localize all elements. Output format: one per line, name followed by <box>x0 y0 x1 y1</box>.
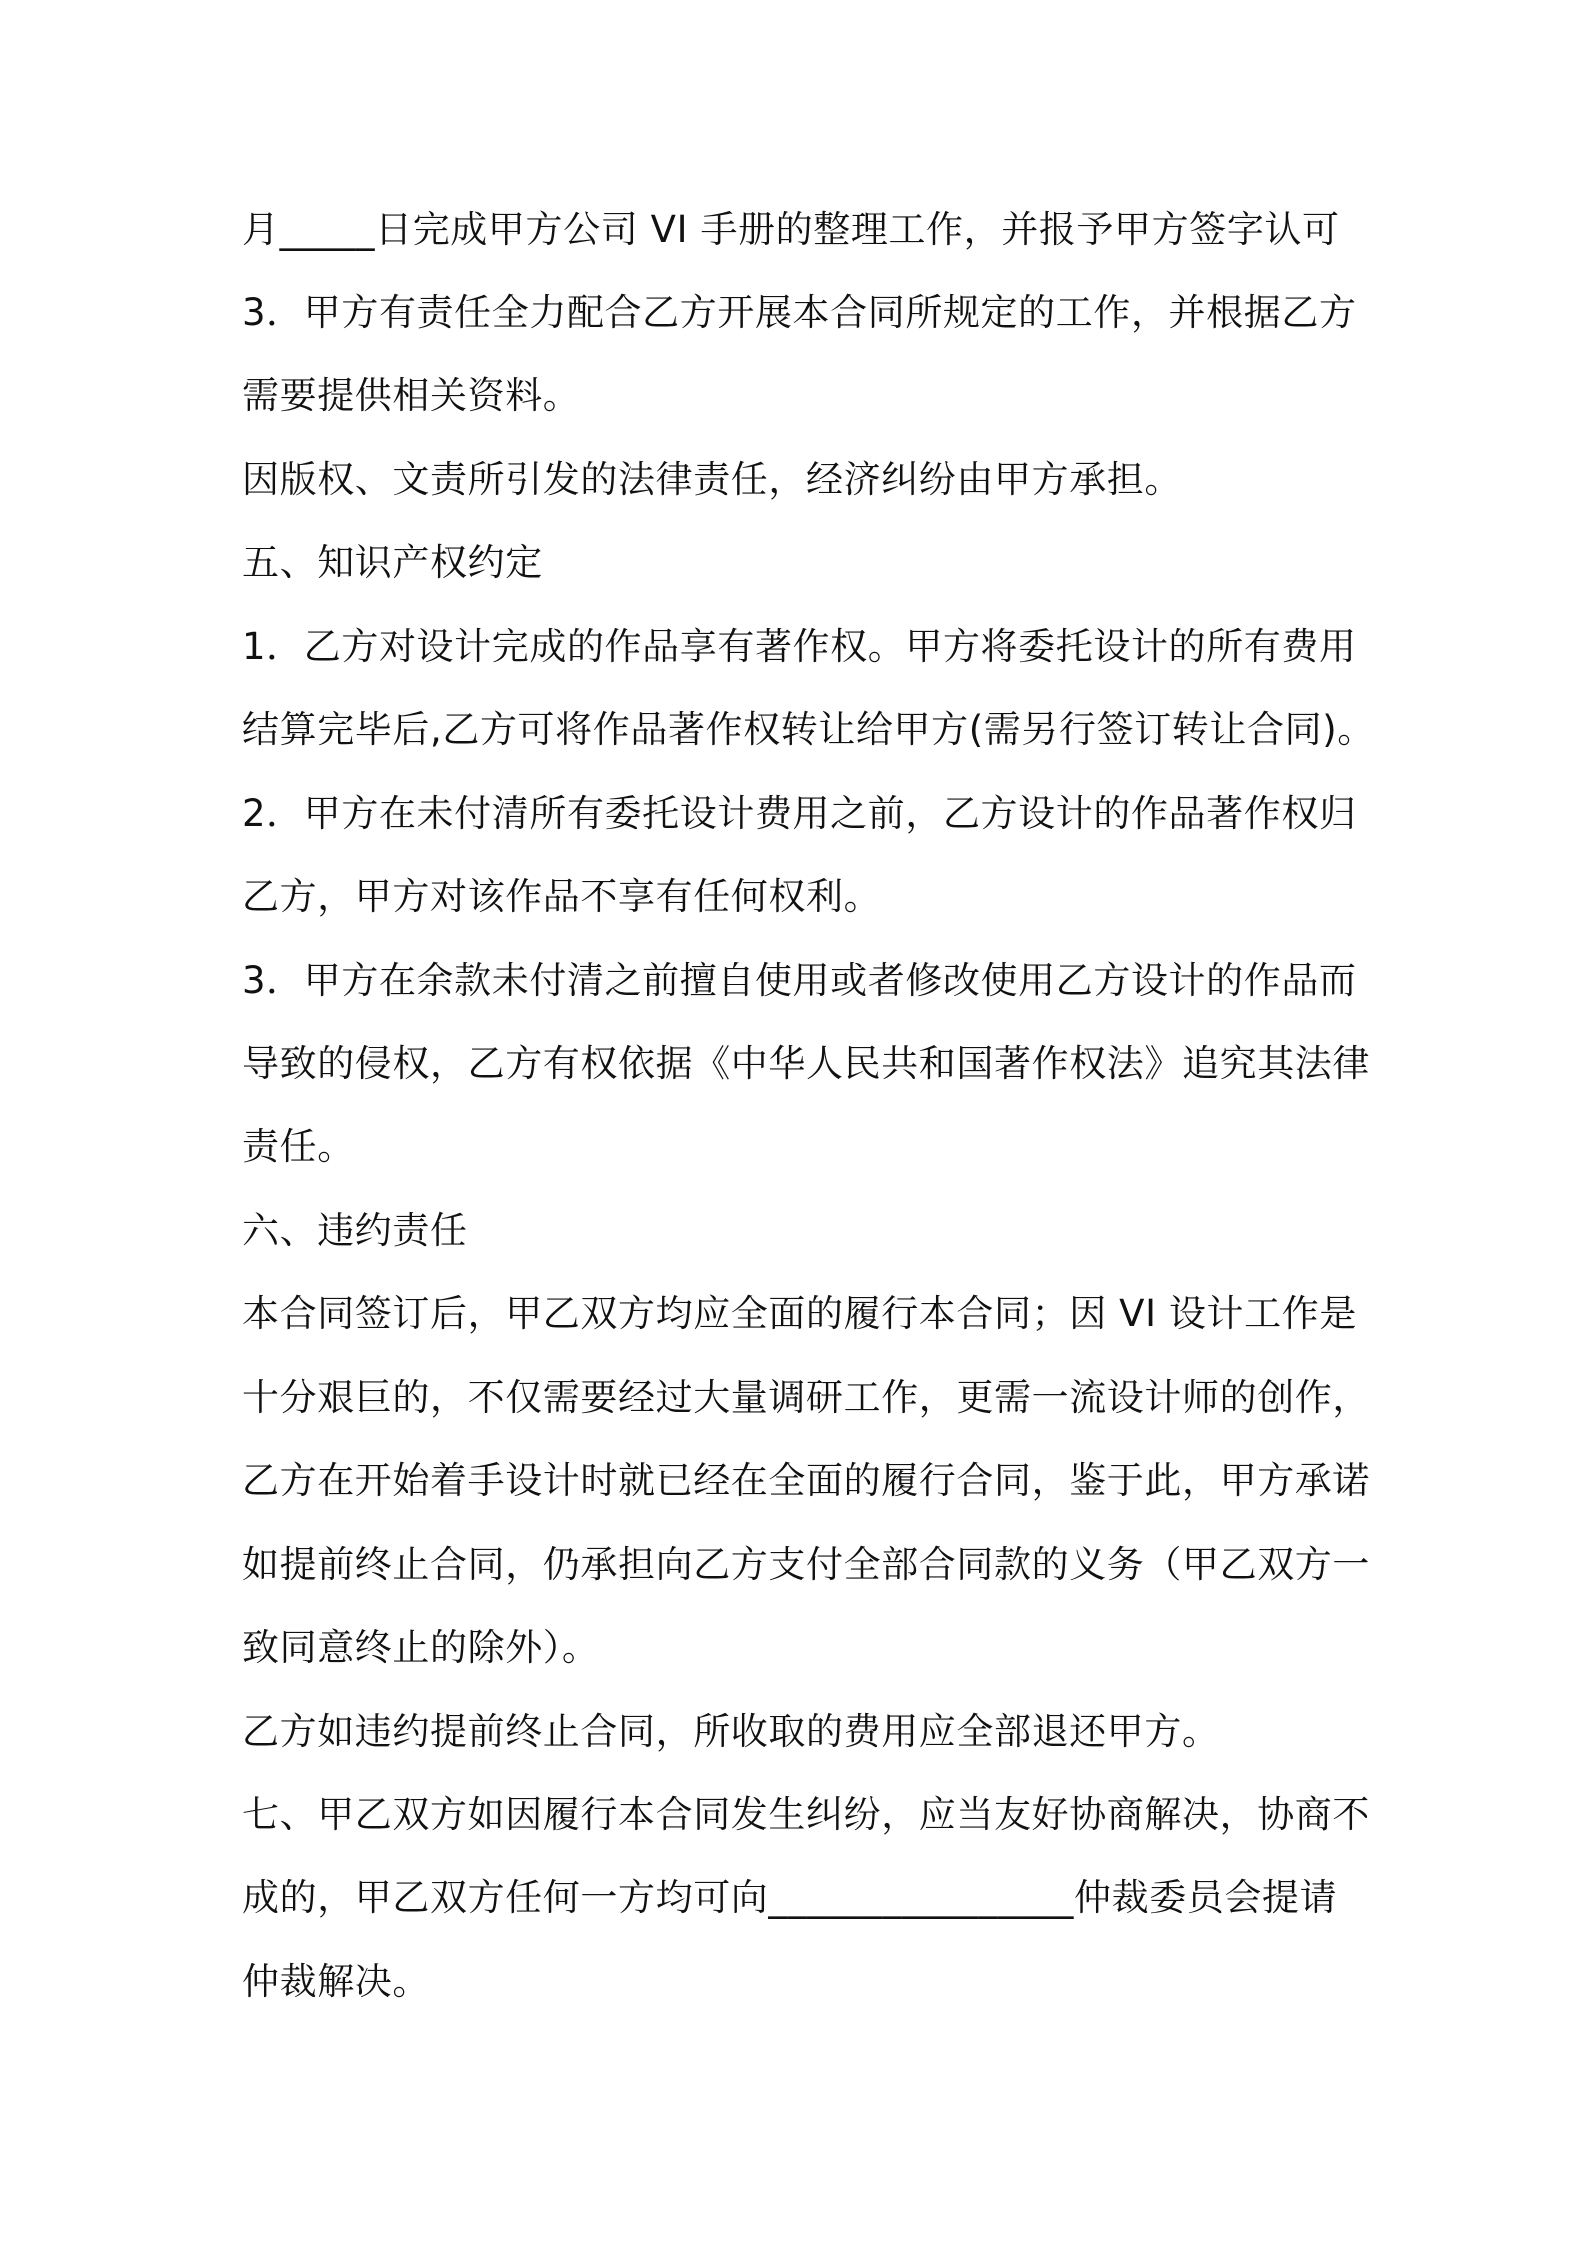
text-line-9: 乙方，甲方对该作品不享有任何权利。 <box>242 875 882 918</box>
section-heading-6: 六、违约责任 <box>242 1209 468 1252</box>
text-line-22: 仲裁解决。 <box>242 1960 430 2003</box>
text-line-15: 十分艰巨的，不仅需要经过大量调研工作，更需一流设计师的创作， <box>242 1376 1370 1419</box>
text-line-17: 如提前终止合同，仍承担向乙方支付全部合同款的义务（甲乙双方一 <box>242 1543 1370 1586</box>
text-line-4: 因版权、文责所引发的法律责任，经济纠纷由甲方承担。 <box>242 458 1182 501</box>
section-heading-7: 七、甲乙双方如因履行本合同发生纠纷，应当友好协商解决，协商不 <box>242 1793 1370 1836</box>
text-line-10: 3．甲方在余款未付清之前擅自使用或者修改使用乙方设计的作品而 <box>242 959 1357 1002</box>
text-line-19: 乙方如违约提前终止合同，所收取的费用应全部退还甲方。 <box>242 1710 1220 1753</box>
text-line-11: 导致的侵权，乙方有权依据《中华人民共和国著作权法》追究其法律 <box>242 1042 1370 1085</box>
text-line-1: 月_____日完成甲方公司 VI 手册的整理工作，并报予甲方签字认可 <box>242 208 1340 251</box>
text-line-8: 2．甲方在未付清所有委托设计费用之前，乙方设计的作品著作权归 <box>242 792 1357 835</box>
text-line-2: 3．甲方有责任全力配合乙方开展本合同所规定的工作，并根据乙方 <box>242 291 1357 334</box>
text-line-12: 责任。 <box>242 1125 355 1168</box>
text-line-16: 乙方在开始着手设计时就已经在全面的履行合同，鉴于此，甲方承诺 <box>242 1459 1370 1502</box>
text-line-18: 致同意终止的除外）。 <box>242 1626 600 1669</box>
text-line-3: 需要提供相关资料。 <box>242 374 581 417</box>
text-line-7: 结算完毕后,乙方可将作品著作权转让给甲方(需另行签订转让合同)。 <box>242 708 1375 751</box>
section-heading-5: 五、知识产权约定 <box>242 541 543 584</box>
text-line-14: 本合同签订后，甲乙双方均应全面的履行本合同；因 VI 设计工作是 <box>242 1292 1357 1335</box>
text-line-21: 成的，甲乙双方任何一方均可向________________仲裁委员会提请 <box>242 1876 1338 1919</box>
text-line-6: 1．乙方对设计完成的作品享有著作权。甲方将委托设计的所有费用 <box>242 625 1357 668</box>
